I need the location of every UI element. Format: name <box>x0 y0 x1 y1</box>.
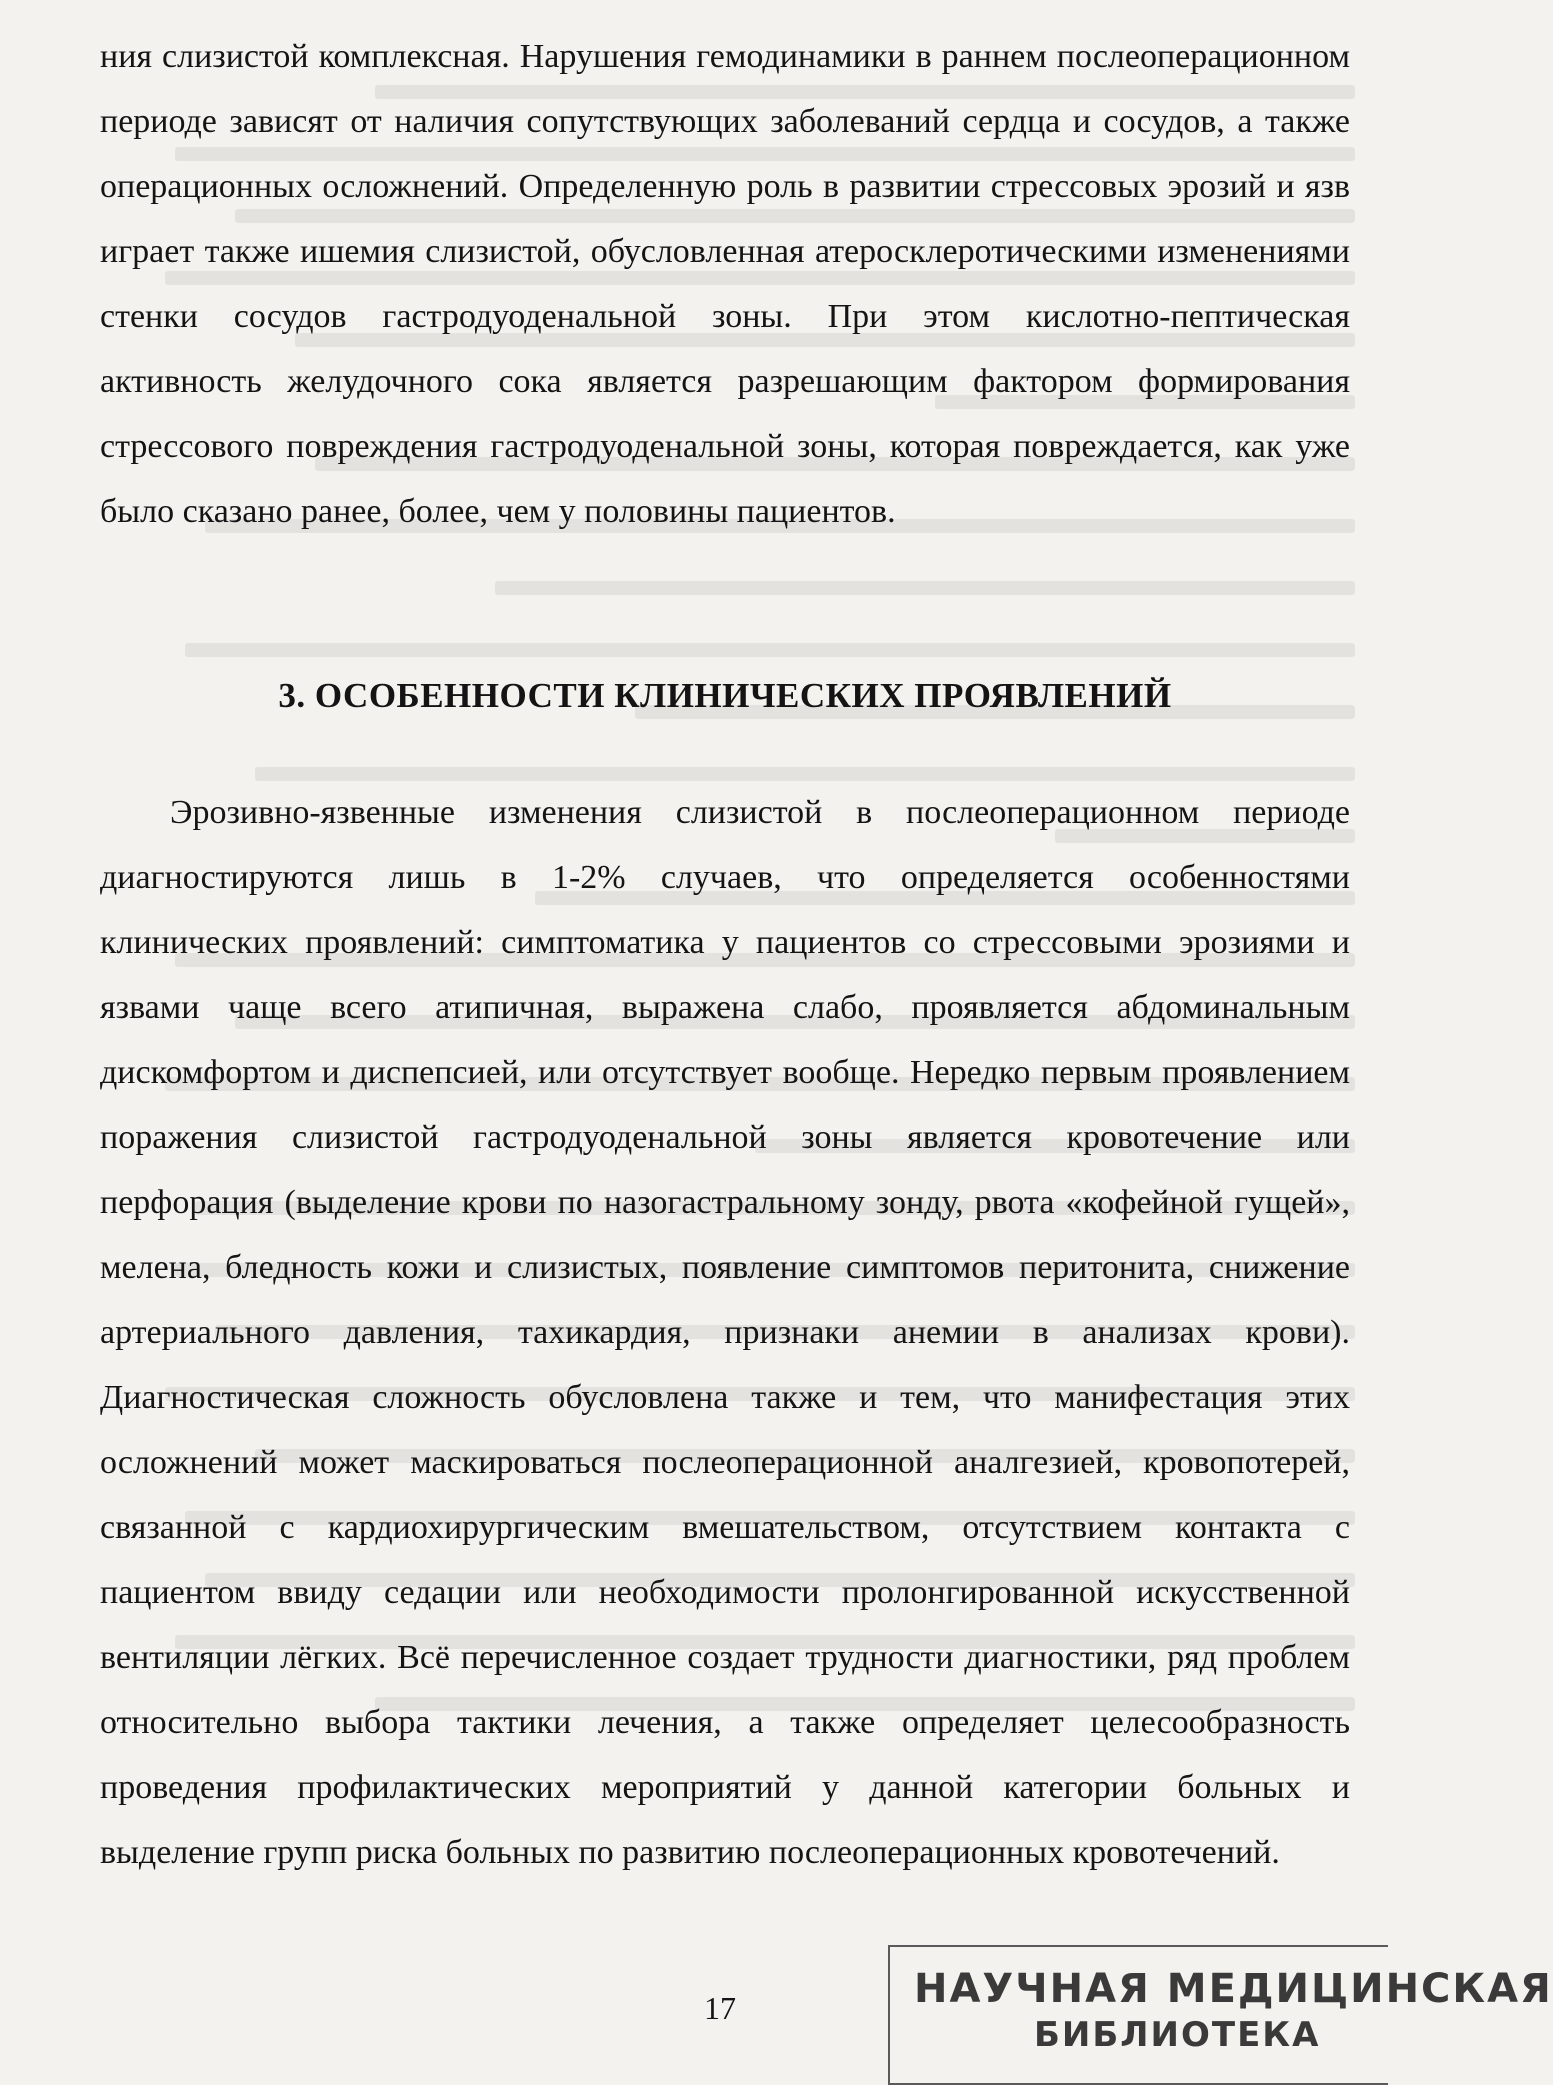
paragraph-clinical-manifestations: Эрозивно-язвенные изменения слизистой в послеоперационном периоде диагностируются лишь в 1-2% случаев, что определяется особенностями клинических проявлений: симптоматика у пациентов со стрессовыми эрозиями и язвами чаще всего атипичная, выражена слабо, проявляется абдоминальным дискомфортом и диспепсией, или отсутствует вообще. Нередко первым проявлением поражения слизистой гастродуоденальной зоны является кровотечение или перфорация (выделение крови по назогастральному зонду, рвота «кофейной гущей», мелена, бледность кожи и слизистых, появление симптомов перитонита, снижение артериального давления, тахикардия, признаки анемии в анализах крови). Диагностическая сложность обусловлена также и тем, что манифестация этих осложнений может маскироваться послеоперационной аналгезией, кровопотерей, связанной с кардиохирургическим вмешательством, отсутствием контакта с пациентом ввиду седации или необходимости пролонгированной искусственной вентиляции лёгких. Всё перечисленное создает трудности диагностики, ряд проблем относительно выбора тактики лечения, а также определяет целесообразность проведения профилактических мероприятий у данной категории больных и выделение групп риска больных по развитию послеоперационных кровотечений. <box>100 794 1350 1871</box>
page-number: 17 <box>704 1990 736 2026</box>
library-stamp <box>888 1945 1553 2085</box>
section-heading: 3. ОСОБЕННОСТИ КЛИНИЧЕСКИХ ПРОЯВЛЕНИЙ <box>278 676 1172 715</box>
body-text-top <box>100 24 1350 544</box>
body-text-main <box>100 780 1350 1885</box>
stamp-line-1: НАУЧНАЯ МЕДИЦИНСКАЯ <box>914 1966 1553 2012</box>
paragraph-continuation: ния слизистой комплексная. Нарушения гемодинамики в раннем послеоперационном периоде зависят от наличия сопутствующих заболеваний сердца и сосудов, а также операционных осложнений. Определенную роль в развитии стрессовых эрозий и язв играет также ишемия слизистой, обусловленная атеросклеротическими изменениями стенки сосудов гастродуоденальной зоны. При этом кислотно-пептическая активность желудочного сока является разрешающим фактором формирования стрессового повреждения гастродуоденальной зоны, которая повреждается, как уже было сказано ранее, более, чем у половины пациентов. <box>100 38 1350 530</box>
stamp-line-2: БИБЛИОТЕКА <box>1034 2015 1321 2055</box>
